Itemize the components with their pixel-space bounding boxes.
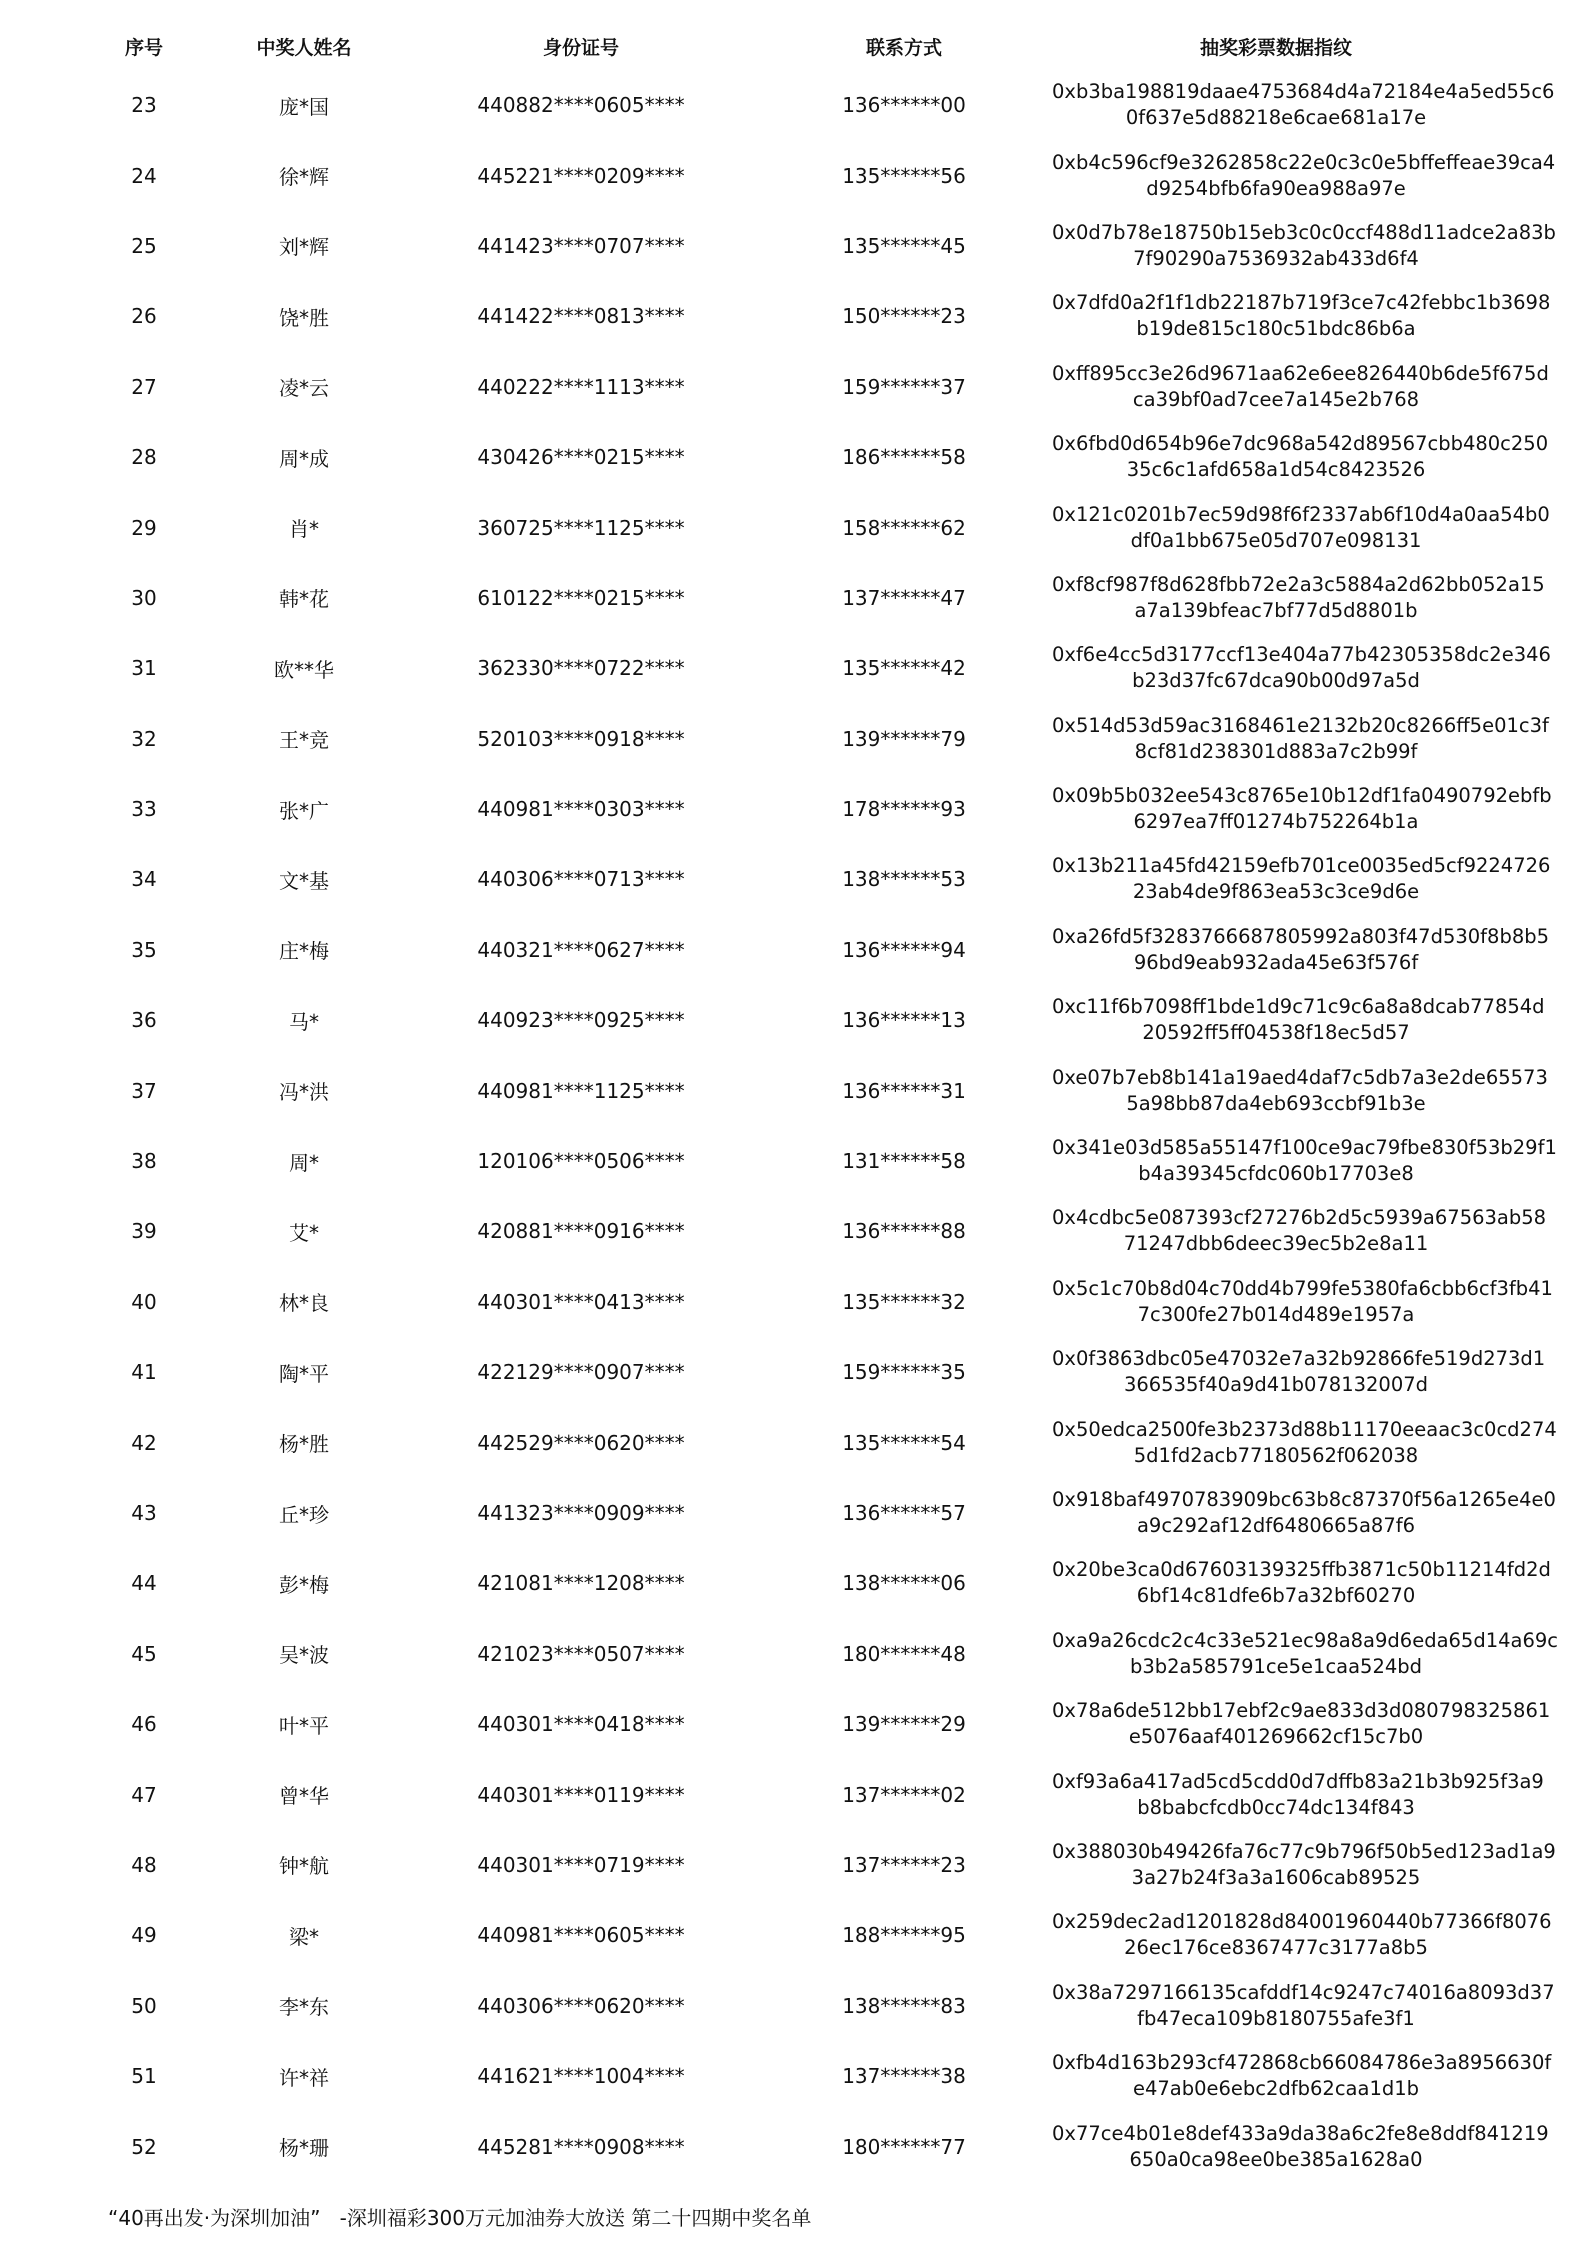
cell-no: 52 (131, 2134, 157, 2159)
cell-phone: 135******42 (842, 656, 966, 681)
cell-phone: 136******00 (842, 93, 966, 118)
document-footer: “40再出发·为深圳加油” -深圳福彩300万元加油券大放送 第二十四期中奖名单 (108, 2206, 812, 2230)
hash-line-2: d9254bfb6fa90ea988a97e (1146, 176, 1406, 200)
hash-line-2: 96bd9eab932ada45e63f576f (1133, 950, 1419, 974)
cell-id: 440222****1113**** (477, 374, 685, 399)
cell-id: 440923****0925**** (477, 1008, 685, 1033)
cell-no: 48 (131, 1852, 157, 1877)
hash-line-1: 0x259dec2ad1201828d84001960440b77366f8076 (1052, 1910, 1552, 1934)
hash-line-1: 0x6fbd0d654b96e7dc968a542d89567cbb480c250 (1052, 432, 1549, 456)
cell-phone: 136******88 (842, 1219, 966, 1244)
cell-id: 440301****0413**** (477, 1289, 685, 1314)
cell-phone: 136******31 (842, 1078, 966, 1103)
hash-line-1: 0x918baf4970783909bc63b8c87370f56a1265e4e0 (1052, 1488, 1556, 1511)
cell-id: 445281****0908**** (477, 2134, 685, 2159)
hash-line-1: 0x50edca2500fe3b2373d88b11170eeaac3c0cd274 (1052, 1417, 1557, 1441)
cell-id: 610122****0215**** (477, 585, 685, 610)
cell-id: 440882****0605**** (477, 93, 685, 118)
cell-phone: 137******47 (842, 585, 966, 610)
header-id: 身份证号 (542, 36, 619, 59)
cell-no: 38 (131, 1149, 157, 1174)
hash-line-2: 366535f40a9d41b078132007d (1123, 1373, 1429, 1397)
hash-line-2: 3a27b24f3a3a1606cab89525 (1131, 1865, 1421, 1889)
hash-line-2: 0f637e5d88218e6cae681a17e (1125, 106, 1427, 130)
cell-id: 440301****0119**** (477, 1782, 685, 1807)
cell-hash (1052, 1900, 1552, 1970)
cell-name: 张*广 (279, 798, 329, 823)
hash-line-2: 26ec176ce8367477c3177a8b5 (1124, 1936, 1428, 1960)
cell-name: 王*竞 (279, 728, 329, 753)
hash-line-2: 7f90290a7536932ab433d6f4 (1133, 246, 1419, 270)
cell-no: 50 (131, 1993, 157, 2018)
table-row (86, 1196, 1500, 1266)
cell-name: 饶*胜 (279, 305, 329, 330)
cell-no: 35 (131, 937, 157, 962)
table-row (86, 1548, 1500, 1618)
hash-line-2: 5d1fd2acb77180562f062038 (1133, 1443, 1419, 1467)
header-hash: 抽奖彩票数据指纹 (1199, 36, 1352, 59)
cell-phone: 136******57 (842, 1501, 966, 1525)
table-row (86, 704, 1500, 774)
hash-line-1: 0x77ce4b01e8def433a9da38a6c2fe8e8ddf841219 (1052, 2121, 1549, 2145)
hash-line-1: 0xc11f6b7098ff1bde1d9c71c9c6a8a8dcab77854d (1052, 995, 1545, 1019)
cell-phone: 135******56 (842, 163, 966, 188)
cell-id: 441323****0909**** (477, 1501, 685, 1525)
hash-line-2: df0a1bb675e05d707e098131 (1130, 528, 1422, 552)
cell-hash (1052, 915, 1550, 985)
table-row (86, 915, 1500, 985)
hash-line-1: 0xf8cf987f8d628fbb72e2a3c5884a2d62bb052a15 (1052, 572, 1545, 596)
hash-line-1: 0x5c1c70b8d04c70dd4b799fe5380fa6cbb6cf3fb41 (1052, 1276, 1553, 1300)
cell-no: 29 (131, 515, 157, 540)
cell-id: 442529****0620**** (477, 1430, 685, 1455)
cell-no: 46 (131, 1712, 157, 1737)
hash-line-1: 0x78a6de512bb17ebf2c9ae833d3d080798325861 (1052, 1699, 1551, 1723)
cell-id: 440981****0303**** (477, 797, 685, 822)
cell-phone: 137******02 (842, 1782, 966, 1807)
table-row (86, 492, 1500, 562)
hash-line-1: 0x38a7297166135cafddf14c9247c74016a8093d37 (1052, 1980, 1555, 2004)
cell-phone: 139******79 (842, 726, 966, 751)
cell-phone: 180******48 (842, 1641, 966, 1666)
cell-phone: 180******77 (842, 2134, 966, 2159)
cell-id: 420881****0916**** (477, 1219, 685, 1244)
cell-id: 120106****0506**** (477, 1149, 685, 1174)
cell-id: 440306****0713**** (477, 867, 685, 892)
table-row (86, 211, 1500, 281)
cell-phone: 135******54 (842, 1430, 966, 1455)
cell-hash (1052, 1267, 1553, 1337)
cell-id: 360725****1125**** (477, 515, 685, 540)
table-row (86, 1689, 1500, 1759)
table-row (86, 1126, 1500, 1196)
cell-id: 422129****0907**** (477, 1360, 685, 1385)
cell-no: 31 (131, 656, 157, 681)
cell-hash (1052, 704, 1549, 774)
hash-line-1: 0x388030b49426fa76c77c9b796f50b5ed123ad1a9 (1052, 1839, 1556, 1863)
table-row (86, 2041, 1500, 2111)
cell-phone: 139******29 (842, 1712, 966, 1737)
cell-hash (1052, 492, 1550, 562)
cell-name: 林*良 (279, 1291, 329, 1316)
table-row (86, 2111, 1500, 2181)
cell-phone: 136******13 (842, 1008, 966, 1033)
table-row (86, 1478, 1500, 1548)
cell-hash (1052, 1830, 1556, 1900)
cell-id: 440981****1125**** (477, 1078, 685, 1103)
cell-hash (1052, 1971, 1555, 2041)
cell-name: 钟*航 (279, 1854, 329, 1879)
cell-hash (1052, 1478, 1556, 1548)
table-row (86, 70, 1500, 140)
cell-phone: 135******32 (842, 1289, 966, 1314)
hash-line-1: 0x0f3863dbc05e47032e7a32b92866fe519d273d1 (1052, 1347, 1546, 1371)
cell-hash (1052, 1619, 1559, 1689)
cell-id: 440981****0605**** (477, 1923, 685, 1948)
cell-no: 28 (131, 445, 157, 470)
cell-hash (1052, 2111, 1549, 2181)
cell-no: 45 (131, 1641, 157, 1666)
hash-line-2: 650a0ca98ee0be385a1628a0 (1129, 2147, 1423, 2171)
cell-phone: 159******35 (842, 1360, 966, 1385)
hash-line-2: 35c6c1afd658a1d54c8423526 (1126, 458, 1426, 482)
cell-id: 441423****0707**** (477, 233, 685, 258)
hash-line-2: 23ab4de9f863ea53c3ce9d6e (1132, 880, 1420, 904)
cell-hash (1052, 985, 1545, 1055)
cell-name: 杨*胜 (279, 1432, 329, 1457)
hash-line-1: 0xf93a6a417ad5cd5cdd0d7dffb83a21b3b925f3a9 (1052, 1769, 1544, 1793)
hash-line-2: b23d37fc67dca90b00d97a5d (1132, 669, 1420, 693)
header-phone: 联系方式 (865, 36, 942, 59)
table-row (86, 422, 1500, 492)
cell-name: 许*祥 (279, 2065, 329, 2090)
cell-hash (1052, 422, 1549, 492)
cell-name: 周*成 (279, 446, 329, 471)
cell-hash (1052, 70, 1555, 140)
cell-phone: 137******23 (842, 1852, 966, 1877)
cell-hash (1052, 633, 1551, 703)
hash-line-2: 71247dbb6deec39ec5b2e8a11 (1123, 1232, 1429, 1256)
cell-name: 吴*波 (279, 1643, 329, 1668)
hash-line-2: b4a39345cfdc060b17703e8 (1138, 1162, 1414, 1186)
hash-line-1: 0x09b5b032ee543c8765e10b12df1fa0490792ebfb (1052, 784, 1552, 808)
cell-name: 陶*平 (279, 1361, 329, 1386)
hash-line-1: 0x121c0201b7ec59d98f6f2337ab6f10d4a0aa54b0 (1052, 502, 1550, 526)
cell-no: 47 (131, 1782, 157, 1807)
cell-no: 32 (131, 726, 157, 751)
hash-line-2: fb47eca109b8180755afe3f1 (1137, 2006, 1415, 2030)
cell-phone: 188******95 (842, 1923, 966, 1948)
cell-hash (1052, 352, 1549, 422)
cell-no: 33 (131, 797, 157, 822)
table-row (86, 1971, 1500, 2041)
table-body (86, 70, 1559, 2182)
hash-line-1: 0xfb4d163b293cf472868cb66084786e3a8956630f (1052, 2051, 1552, 2075)
cell-name: 庄*梅 (279, 939, 329, 964)
cell-name: 韩*花 (279, 587, 329, 612)
cell-hash (1052, 1759, 1544, 1829)
cell-name: 凌*云 (279, 376, 329, 401)
cell-no: 44 (131, 1571, 157, 1596)
hash-line-1: 0x514d53d59ac3168461e2132b20c8266ff5e01c3f (1052, 713, 1549, 737)
cell-hash (1052, 281, 1551, 351)
table-row (86, 281, 1500, 351)
table-row (86, 352, 1500, 422)
table-row (86, 1407, 1500, 1477)
cell-id: 440301****0418**** (477, 1712, 685, 1737)
cell-hash (1052, 563, 1545, 633)
cell-id: 520103****0918**** (477, 726, 685, 751)
hash-line-2: b19de815c180c51bdc86b6a (1136, 317, 1416, 341)
cell-name: 曾*华 (279, 1784, 329, 1809)
cell-id: 441422****0813**** (477, 304, 685, 329)
cell-name: 欧**华 (274, 657, 334, 682)
hash-line-1: 0xa9a26cdc2c4c33e521ec98a8a9d6eda65d14a69c (1052, 1628, 1559, 1652)
cell-name: 梁* (289, 1924, 319, 1949)
cell-hash (1052, 844, 1551, 914)
table-row (86, 774, 1500, 844)
hash-line-2: e5076aaf401269662cf15c7b0 (1128, 1725, 1424, 1749)
cell-no: 43 (131, 1501, 157, 1525)
hash-line-2: b3b2a585791ce5e1caa524bd (1129, 1654, 1423, 1678)
cell-name: 马* (289, 1009, 319, 1034)
cell-hash (1052, 774, 1552, 844)
cell-name: 文*基 (279, 868, 329, 893)
cell-id: 430426****0215**** (477, 445, 685, 470)
hash-line-2: ca39bf0ad7cee7a145e2b768 (1132, 387, 1420, 411)
cell-name: 彭*梅 (279, 1572, 329, 1597)
hash-line-1: 0xa26fd5f3283766687805992a803f47d530f8b8b5 (1052, 924, 1550, 948)
cell-id: 421023****0507**** (477, 1641, 685, 1666)
cell-no: 40 (131, 1289, 157, 1314)
header-name: 中奖人姓名 (256, 36, 352, 59)
cell-phone: 178******93 (842, 797, 966, 822)
cell-phone: 150******23 (842, 304, 966, 329)
cell-hash (1052, 1055, 1548, 1125)
cell-no: 41 (131, 1360, 157, 1385)
cell-no: 27 (131, 374, 157, 399)
cell-no: 26 (131, 304, 157, 329)
hash-line-1: 0xe07b7eb8b141a19aed4daf7c5db7a3e2de65573 (1052, 1065, 1548, 1089)
table-row (86, 633, 1500, 703)
cell-no: 34 (131, 867, 157, 892)
cell-phone: 158******62 (842, 515, 966, 540)
cell-no: 49 (131, 1923, 157, 1948)
hash-line-1: 0xf6e4cc5d3177ccf13e404a77b42305358dc2e346 (1052, 643, 1551, 667)
cell-id: 440301****0719**** (477, 1852, 685, 1877)
cell-hash (1052, 2041, 1552, 2111)
hash-line-1: 0x13b211a45fd42159efb701ce0035ed5cf9224726 (1052, 854, 1551, 878)
cell-id: 440306****0620**** (477, 1993, 685, 2018)
cell-hash (1052, 140, 1556, 210)
table-row (86, 1337, 1500, 1407)
hash-line-2: 8cf81d238301d883a7c2b99f (1134, 739, 1418, 763)
cell-name: 徐*辉 (279, 165, 329, 190)
cell-no: 42 (131, 1430, 157, 1455)
hash-line-2: 6bf14c81dfe6b7a32bf60270 (1136, 1584, 1416, 1608)
cell-phone: 138******53 (842, 867, 966, 892)
cell-no: 30 (131, 585, 157, 610)
cell-no: 39 (131, 1219, 157, 1244)
cell-name: 艾* (289, 1220, 319, 1245)
hash-line-2: b8babcfcdb0cc74dc134f843 (1137, 1795, 1415, 1819)
cell-phone: 136******94 (842, 937, 966, 962)
cell-no: 23 (131, 93, 157, 118)
cell-hash (1052, 211, 1556, 281)
cell-phone: 137******38 (842, 2064, 966, 2089)
hash-line-2: 7c300fe27b014d489e1957a (1137, 1302, 1415, 1326)
cell-hash (1052, 1689, 1551, 1759)
cell-phone: 138******06 (842, 1571, 966, 1596)
cell-no: 24 (131, 163, 157, 188)
hash-line-1: 0x341e03d585a55147f100ce9ac79fbe830f53b29f1 (1052, 1136, 1557, 1160)
hash-line-2: e47ab0e6ebc2dfb62caa1d1b (1132, 2077, 1420, 2101)
cell-name: 肖* (289, 517, 319, 542)
table-row (86, 844, 1500, 914)
table-row (86, 1830, 1500, 1900)
winners-table (86, 22, 1559, 2182)
hash-line-2: 20592ff5ff04538f18ec5d57 (1142, 1021, 1410, 1045)
hash-line-1: 0xb4c596cf9e3262858c22e0c3c0e5bffeffeae39ca4 (1052, 150, 1556, 174)
table-row (86, 140, 1500, 210)
cell-phone: 135******45 (842, 233, 966, 258)
cell-phone: 131******58 (842, 1149, 966, 1174)
hash-line-1: 0x0d7b78e18750b15eb3c0c0ccf488d11adce2a83b (1052, 220, 1556, 244)
cell-phone: 159******37 (842, 374, 966, 399)
cell-no: 25 (131, 233, 157, 258)
hash-line-2: a9c292af12df6480665a87f6 (1136, 1514, 1416, 1537)
cell-id: 362330****0722**** (477, 656, 685, 681)
hash-line-1: 0x4cdbc5e087393cf27276b2d5c5939a67563ab58 (1052, 1206, 1547, 1230)
cell-name: 庞*国 (279, 94, 329, 119)
cell-no: 51 (131, 2064, 157, 2089)
cell-phone: 138******83 (842, 1993, 966, 2018)
cell-hash (1052, 1548, 1551, 1618)
table-row (86, 1900, 1500, 1970)
cell-name: 叶*平 (279, 1713, 329, 1738)
table-row (86, 1055, 1500, 1125)
hash-line-1: 0xb3ba198819daae4753684d4a72184e4a5ed55c6 (1052, 80, 1555, 104)
hash-line-1: 0x7dfd0a2f1f1db22187b719f3ce7c42febbc1b3698 (1052, 291, 1551, 315)
cell-hash (1052, 1407, 1557, 1477)
header-row (86, 22, 1500, 70)
table-row (86, 563, 1500, 633)
cell-name: 杨*珊 (279, 2136, 329, 2161)
table-row (86, 1619, 1500, 1689)
hash-line-2: 6297ea7ff01274b752264b1a (1133, 810, 1419, 834)
hash-line-1: 0xff895cc3e26d9671aa62e6ee826440b6de5f675d (1052, 361, 1549, 385)
hash-line-2: 5a98bb87da4eb693ccbf91b3e (1126, 1091, 1426, 1115)
cell-name: 丘*珍 (279, 1502, 329, 1527)
table-header (86, 22, 1500, 70)
cell-id: 440321****0627**** (477, 937, 685, 962)
table-row (86, 985, 1500, 1055)
cell-name: 冯*洪 (279, 1080, 329, 1105)
cell-name: 周* (289, 1150, 319, 1175)
cell-id: 441621****1004**** (477, 2064, 685, 2089)
cell-no: 37 (131, 1078, 157, 1103)
cell-id: 445221****0209**** (477, 163, 685, 188)
hash-line-2: a7a139bfeac7bf77d5d8801b (1134, 598, 1418, 622)
cell-hash (1052, 1337, 1546, 1407)
hash-line-1: 0x20be3ca0d67603139325ffb3871c50b11214fd2d (1052, 1558, 1551, 1582)
cell-no: 36 (131, 1008, 157, 1033)
cell-id: 421081****1208**** (477, 1571, 685, 1596)
header-no: 序号 (124, 36, 163, 59)
cell-hash (1052, 1126, 1557, 1196)
cell-name: 李*东 (279, 1995, 329, 2020)
cell-phone: 186******58 (842, 445, 966, 470)
cell-name: 刘*辉 (279, 235, 329, 260)
table-row (86, 1267, 1500, 1337)
table-row (86, 1759, 1500, 1829)
cell-hash (1052, 1196, 1547, 1266)
